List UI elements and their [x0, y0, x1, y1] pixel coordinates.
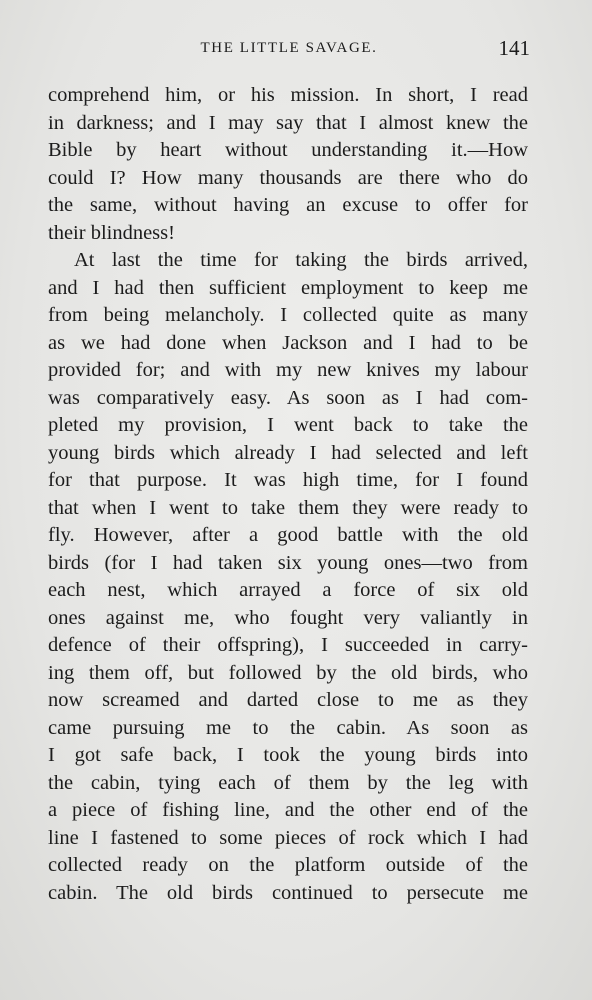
text-line: birds (for I had taken six young ones—two from [48, 551, 528, 574]
text-line: came pursuing me to the cabin. As soon as [48, 716, 528, 739]
text-line: young birds which already I had selected and left [48, 441, 528, 464]
page-number: 141 [498, 36, 530, 60]
text-line: Bible by heart without understanding it.—How [48, 139, 528, 161]
text-line: could I? How many thousands are there who do [48, 166, 528, 189]
text-line: At last the time for taking the birds arrived, [74, 249, 528, 271]
text-line: each nest, which arrayed a force of six old [48, 579, 528, 601]
text-line: from being melancholy. I collected quite as many [48, 304, 528, 326]
text-line: as we had done when Jackson and I had to be [48, 331, 528, 354]
text-line: their blindness! [48, 221, 175, 244]
page-header [48, 36, 530, 64]
running-head: THE LITTLE SAVAGE. [200, 40, 378, 56]
text-line: the cabin, tying each of them by the leg with [48, 771, 528, 794]
text-line: ing them off, but followed by the old birds, who [48, 661, 528, 684]
text-line: ones against me, who fought very valiantly in [48, 606, 528, 629]
text-line: a piece of fishing line, and the other end of the [48, 799, 528, 821]
text-line: comprehend him, or his mission. In short, I read [48, 84, 528, 106]
text-line: pleted my provision, I went back to take the [48, 414, 528, 436]
text-line: that when I went to take them they were ready to [48, 496, 528, 519]
text-line: provided for; and with my new knives my labour [48, 359, 528, 381]
text-line: in darkness; and I may say that I almost knew the [48, 111, 528, 134]
text-line: I got safe back, I took the young birds into [48, 744, 528, 766]
text-line: cabin. The old birds continued to persecute me [48, 881, 528, 904]
text-line: line I fastened to some pieces of rock which I had [48, 826, 528, 849]
text-line: the same, without having an excuse to offer for [48, 194, 528, 216]
text-line: for that purpose. It was high time, for I found [48, 469, 528, 491]
text-line: now screamed and darted close to me as they [48, 689, 528, 711]
text-line: fly. However, after a good battle with the old [48, 524, 528, 546]
text-line: was comparatively easy. As soon as I had com- [48, 386, 528, 409]
text-line: collected ready on the platform outside of the [48, 854, 528, 876]
body-text [48, 82, 528, 907]
text-line: and I had then sufficient employment to keep me [48, 276, 528, 299]
text-line: defence of their offspring), I succeeded in carry- [48, 634, 528, 656]
